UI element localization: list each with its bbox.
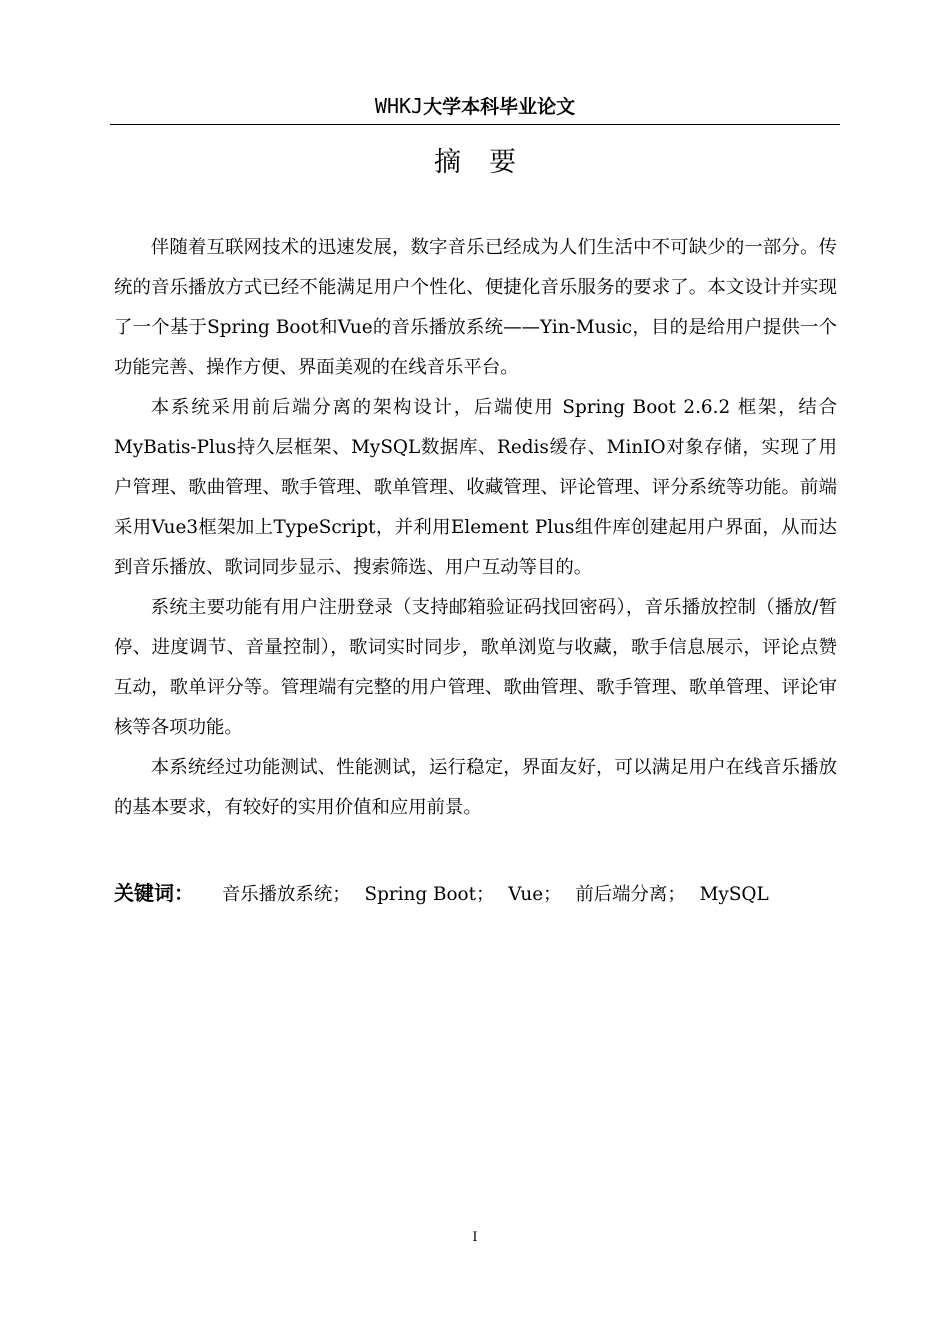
abstract-title: 摘要 <box>434 147 544 178</box>
keyword-item: 前后端分离； <box>575 884 686 905</box>
keywords <box>114 875 837 913</box>
keyword-item: MySQL <box>699 884 769 905</box>
keyword-item: Spring Boot； <box>364 884 495 905</box>
page-header <box>110 92 840 121</box>
header-rule <box>110 124 840 125</box>
abstract-paragraph-3: 系统主要功能有用户注册登录（支持邮箱验证码找回密码），音乐播放控制（播放/暂停、进度调节、音量控制），歌词实时同步，歌单浏览与收藏，歌手信息展示，评论点赞互动，歌单评分等。管理端有完整的用户管理、歌曲管理、歌手管理、歌单管理、评论审核等各项功能。 <box>114 597 837 738</box>
keyword-item: Vue； <box>508 884 562 905</box>
abstract-body <box>114 228 837 828</box>
header-subtitle: 大学本科毕业论文 <box>423 96 576 118</box>
abstract-paragraph-2: 本系统采用前后端分离的架构设计，后端使用 Spring Boot 2.6.2 框架，结合MyBatis-Plus持久层框架、MySQL数据库、Redis缓存、MinIO对象存储，实现了用户管理、歌曲管理、歌手管理、歌单管理、收藏管理、评论管理、评分系统等功能。前端采用Vue3框架加上TypeScript，并利用Element Plus组件库创建起用户界面，从而达到音乐播放、歌词同步显示、搜索筛选、用户互动等目的。 <box>114 397 837 578</box>
page-number: I <box>472 1230 478 1245</box>
abstract-paragraph-4: 本系统经过功能测试、性能测试，运行稳定，界面友好，可以满足用户在线音乐播放的基本要求，有较好的实用价值和应用前景。 <box>114 757 837 818</box>
keyword-item: 音乐播放系统； <box>221 884 351 905</box>
header-school: WHKJ <box>374 94 424 118</box>
abstract-paragraph-1: 伴随着互联网技术的迅速发展，数字音乐已经成为人们生活中不可缺少的一部分。传统的音乐播放方式已经不能满足用户个性化、便捷化音乐服务的要求了。本文设计并实现了一个基于Spring Boot和Vue的音乐播放系统——Yin-Music，目的是给用户提供一个功能完善、操作方便、界面美观的在线音乐平台。 <box>114 237 837 378</box>
keywords-label: 关键词： <box>114 881 194 905</box>
